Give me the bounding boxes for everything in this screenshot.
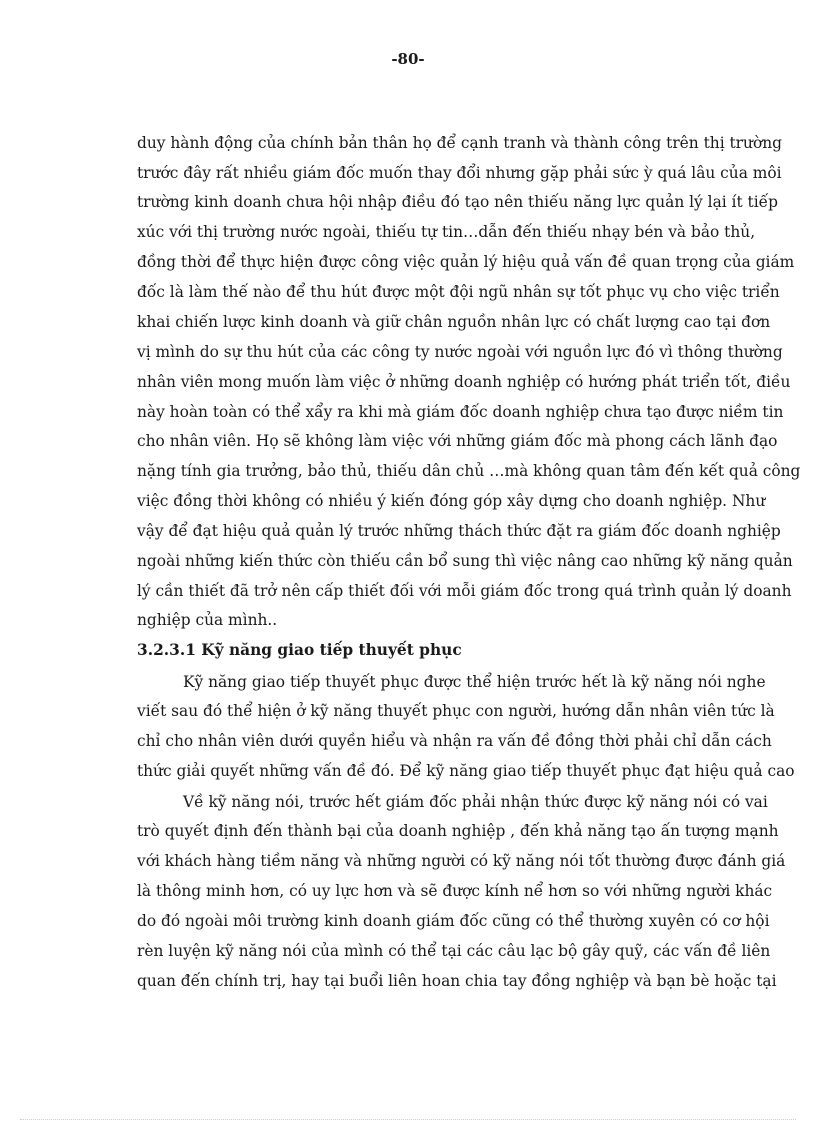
page-number: -80- (391, 50, 425, 68)
page-bottom-rule (20, 1119, 796, 1120)
body-line: nặng tính gia trưởng, bảo thủ, thiếu dân chủ …mà không quan tâm đến kết quả công (137, 462, 801, 480)
body-line: xúc với thị trường nước ngoài, thiếu tự tin…dẫn đến thiếu nhạy bén và bảo thủ, (137, 223, 756, 241)
body-line: vậy để đạt hiệu quả quản lý trước những thách thức đặt ra giám đốc doanh nghiệp (137, 522, 781, 540)
body-line: với khách hàng tiềm năng và những người có kỹ năng nói tốt thường được đánh giá (137, 852, 786, 870)
body-line: do đó ngoài môi trường kinh doanh giám đốc cũng có thể thường xuyên có cơ hội (137, 912, 770, 930)
body-line: quan đến chính trị, hay tại buổi liên hoan chia tay đồng nghiệp và bạn bè hoặc tại (137, 972, 777, 990)
body-line: duy hành động của chính bản thân họ để cạnh tranh và thành công trên thị trường (137, 134, 782, 152)
body-line: Về kỹ năng nói, trước hết giám đốc phải nhận thức được kỹ năng nói có vai (183, 793, 768, 811)
body-line: cho nhân viên. Họ sẽ không làm việc với những giám đốc mà phong cách lãnh đạo (137, 432, 778, 450)
body-line: trường kinh doanh chưa hội nhập điều đó tạo nên thiếu năng lực quản lý lại ít tiếp (137, 193, 778, 211)
body-line: nghiệp của mình.. (137, 611, 278, 629)
body-line: thức giải quyết những vấn đề đó. Để kỹ năng giao tiếp thuyết phục đạt hiệu quả cao (137, 762, 795, 780)
body-line: rèn luyện kỹ năng nói của mình có thể tại các câu lạc bộ gây quỹ, các vấn đề liên (137, 942, 771, 960)
body-line: Kỹ năng giao tiếp thuyết phục được thể hiện trước hết là kỹ năng nói nghe (183, 673, 766, 691)
body-line: nhân viên mong muốn làm việc ở những doanh nghiệp có hướng phát triển tốt, điều (137, 373, 791, 391)
body-line: là thông minh hơn, có uy lực hơn và sẽ được kính nể hơn so với những người khác (137, 882, 773, 900)
body-line: khai chiến lược kinh doanh và giữ chân nguồn nhân lực có chất lượng cao tại đơn (137, 313, 771, 331)
body-line: đốc là làm thế nào để thu hút được một đội ngũ nhân sự tốt phục vụ cho việc triển (137, 283, 780, 301)
body-line: ngoài những kiến thức còn thiếu cần bổ sung thì việc nâng cao những kỹ năng quản (137, 552, 793, 570)
body-line: trò quyết định đến thành bại của doanh nghiệp , đến khả năng tạo ấn tượng mạnh (137, 822, 779, 840)
body-line: vị mình do sự thu hút của các công ty nước ngoài với nguồn lực đó vì thông thường (137, 343, 783, 361)
body-line: trước đây rất nhiều giám đốc muốn thay đổi nhưng gặp phải sức ỳ quá lâu của môi (137, 164, 782, 182)
body-line: này hoàn toàn có thể xẩy ra khi mà giám đốc doanh nghiệp chưa tạo được niềm tin (137, 403, 784, 421)
body-line: việc đồng thời không có nhiều ý kiến đóng góp xây dựng cho doanh nghiệp. Như (137, 492, 766, 510)
body-line: chỉ cho nhân viên dưới quyền hiểu và nhận ra vấn đề đồng thời phải chỉ dẫn cách (137, 732, 772, 750)
section-heading: 3.2.3.1 Kỹ năng giao tiếp thuyết phục (137, 641, 462, 659)
body-line: đồng thời để thực hiện được công việc quản lý hiệu quả vấn đề quan trọng của giám (137, 253, 795, 271)
body-line: viết sau đó thể hiện ở kỹ năng thuyết phục con người, hướng dẫn nhân viên tức là (137, 702, 775, 720)
body-line: lý cần thiết đã trở nên cấp thiết đối với mỗi giám đốc trong quá trình quản lý doanh (137, 582, 792, 600)
